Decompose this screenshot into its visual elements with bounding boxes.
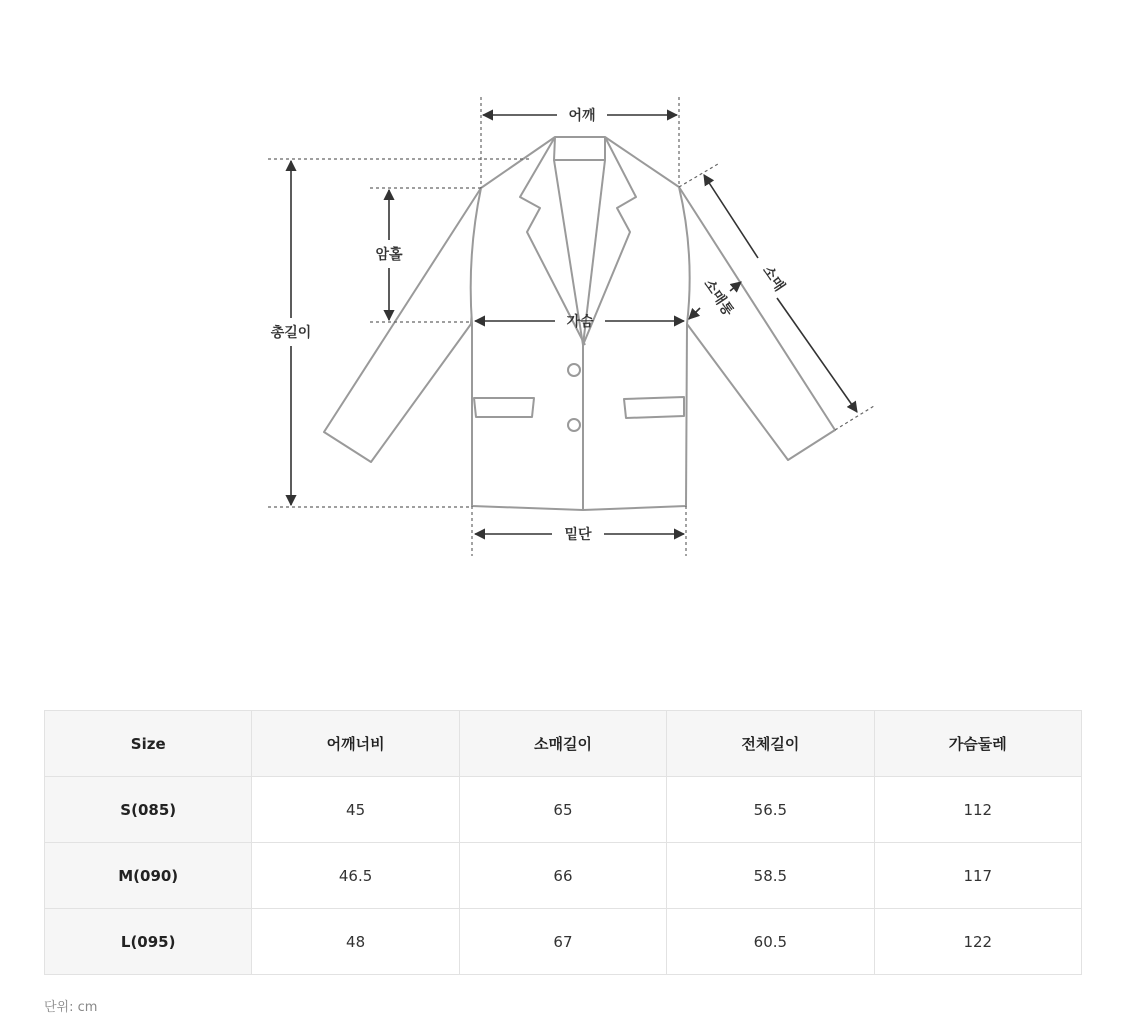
label-sleeve-opening: 소매통 xyxy=(700,276,737,320)
sleeve-cell: 66 xyxy=(459,843,666,909)
sleeve-cell: 65 xyxy=(459,777,666,843)
header-size: Size xyxy=(45,711,252,777)
header-length: 전체길이 xyxy=(667,711,874,777)
chest-cell: 117 xyxy=(874,843,1081,909)
right-sleeve xyxy=(679,187,835,460)
label-hem: 밑단 xyxy=(564,527,592,543)
button-top xyxy=(568,364,580,376)
chest-cell: 122 xyxy=(874,909,1081,975)
header-shoulder: 어깨너비 xyxy=(252,711,459,777)
header-sleeve: 소매길이 xyxy=(459,711,666,777)
left-sleeve xyxy=(324,188,481,462)
header-chest: 가슴둘레 xyxy=(874,711,1081,777)
size-cell: S(085) xyxy=(45,777,252,843)
chest-cell: 112 xyxy=(874,777,1081,843)
shoulder-cell: 45 xyxy=(252,777,459,843)
size-cell: M(090) xyxy=(45,843,252,909)
label-armhole: 암홀 xyxy=(375,247,403,263)
label-total-length: 총길이 xyxy=(270,325,312,341)
length-cell: 60.5 xyxy=(667,909,874,975)
label-sleeve: 소매 xyxy=(759,263,788,295)
size-cell: L(095) xyxy=(45,909,252,975)
label-shoulder: 어깨 xyxy=(568,108,596,124)
length-cell: 58.5 xyxy=(667,843,874,909)
size-table xyxy=(44,710,1082,975)
table-row xyxy=(45,909,1082,975)
table-header-row xyxy=(45,711,1082,777)
sleeve-cell: 67 xyxy=(459,909,666,975)
table-row xyxy=(45,843,1082,909)
length-cell: 56.5 xyxy=(667,777,874,843)
unit-note: 단위: cm xyxy=(44,1000,98,1015)
shoulder-cell: 46.5 xyxy=(252,843,459,909)
button-bottom xyxy=(568,419,580,431)
table-row xyxy=(45,777,1082,843)
shoulder-cell: 48 xyxy=(252,909,459,975)
label-chest: 가슴 xyxy=(566,314,594,330)
